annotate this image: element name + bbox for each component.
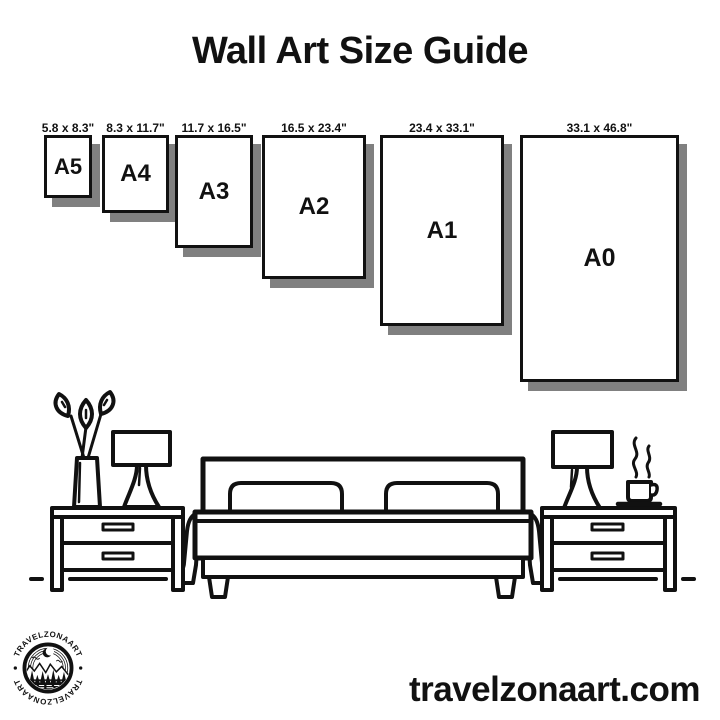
poster-a4-code: A4 — [120, 160, 151, 187]
poster-a1-code: A1 — [426, 216, 458, 244]
plant-icon — [56, 392, 114, 507]
bed-leg — [209, 577, 228, 597]
table-lamp-left-icon — [113, 432, 170, 507]
separator-dot — [14, 666, 17, 669]
poster-a2-code: A2 — [298, 193, 330, 220]
poster-a3-code: A3 — [198, 177, 230, 205]
drawer-handle — [592, 553, 623, 559]
poster-a1 — [380, 121, 504, 326]
poster-a1-dimensions: 23.4 x 33.1" — [409, 121, 475, 135]
coffee-cup-icon — [618, 438, 660, 504]
poster-a2 — [262, 121, 366, 279]
table-lamp-right-icon — [553, 432, 612, 508]
poster-a0-code: A0 — [583, 244, 616, 272]
brand-name-top: TRAVELZONAART — [12, 630, 84, 659]
steam — [633, 438, 636, 477]
drawer-handle — [103, 553, 133, 559]
steam — [647, 446, 650, 477]
poster-a0 — [520, 121, 679, 382]
drawer-handle — [592, 524, 623, 530]
bed-leg — [496, 577, 515, 597]
bed-icon — [179, 459, 547, 597]
pillow — [386, 483, 498, 513]
poster-a4-dimensions: 8.3 x 11.7" — [106, 121, 165, 135]
brand-name-bottom: TRAVELZONAART — [12, 677, 84, 706]
poster-a5 — [41, 121, 95, 198]
poster-a3 — [175, 121, 253, 248]
bedroom-illustration — [0, 368, 720, 608]
bed-base — [203, 558, 523, 577]
poster-a2-dimensions: 16.5 x 23.4" — [281, 121, 347, 135]
separator-dot — [79, 666, 82, 669]
website-url: travelzonaart.com — [408, 670, 700, 709]
poster-a5-code: A5 — [53, 153, 83, 179]
poster-a5-dimensions: 5.8 x 8.3" — [41, 121, 95, 135]
mattress — [195, 512, 531, 558]
poster-a3-dimensions: 11.7 x 16.5" — [181, 121, 247, 135]
poster-a4 — [102, 121, 169, 213]
poster-a0-dimensions: 33.1 x 46.8" — [566, 121, 633, 135]
brand-logo — [10, 630, 86, 706]
pillow — [230, 483, 342, 513]
page-title: Wall Art Size Guide — [191, 30, 529, 72]
drawer-handle — [103, 524, 133, 530]
